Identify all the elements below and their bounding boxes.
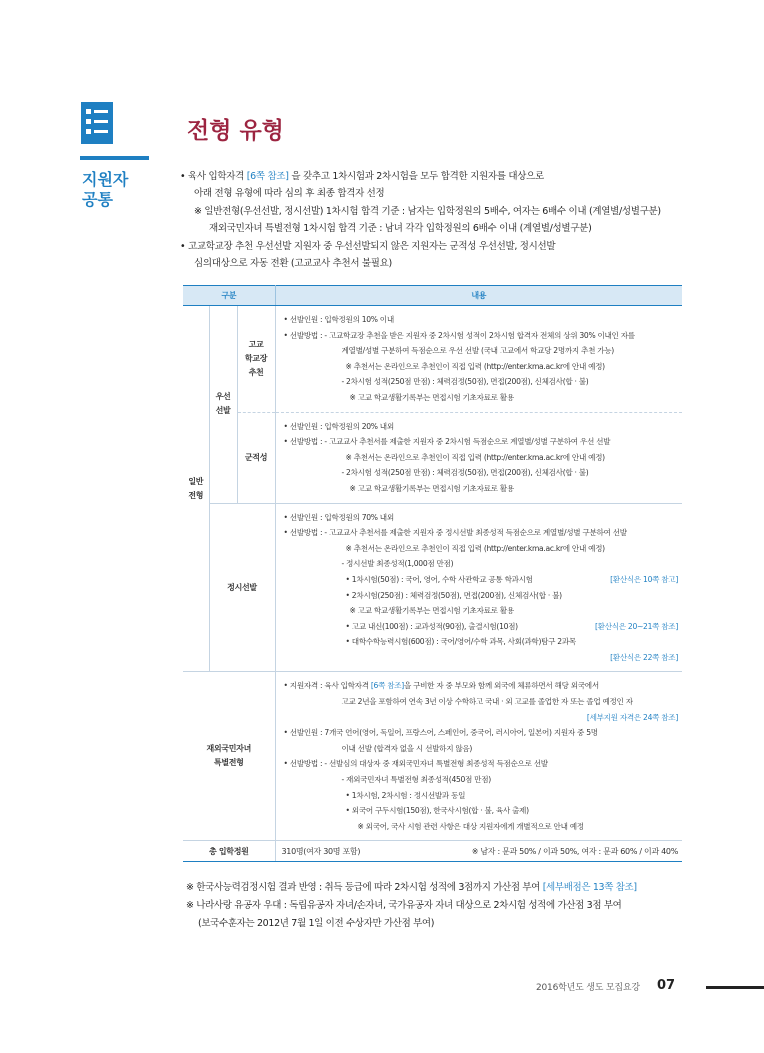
principal-recommend-content: • 선발인원 : 입학정원의 10% 이내 • 선발방법 : - 고교학교장 추천을 받은 지원자 중 2차시험 성적이 2차시험 합격자 전체의 상위 30% 이내인 자를 계열별/성별 구분하여 득점순으로 우선 선발 (국내 고교에서 학교당 2명까지 추천 가능) ※ 추천서는 온라인으로 추천인이 직접 입력 (http://enter.kma.ac.kr에 안내 예정) - 2차시험 성적(250점 만점) : 체력검정(50점), 면접(200점), 신체검사(합 · 불) ※ 고교 학교생활기록부는 면접시험 기초자료로 활용 xyxy=(275,306,682,413)
regular-selection-content: • 선발인원 : 입학정원의 70% 내외 • 선발방법 : - 고교교사 추천서를 제출한 지원자 중 정시선발 최종성적 득점순으로 계열별/성별 구분하여 선발 ※ 추천서는 온라인으로 추천인이 직접 입력 (http://enter.kma.ac.kr에 안내 예정) - 정시선발 최종성적(1,000점 만점) • 1차시험(50점) : 국어, 영어, 수학 사관학교 공통 학과시험 [환산식은 10쪽 참고] • 2차시험(250점) : 체력검정(50점), 면접(200점), 신체검사(합 · 불) ※ 고교 학교생활기록부는 면접시험 기초자료로 활용 • 고교 내신(100점) : 교과성적(90점), 출결시험(10점) [환산식은 20~21쪽 참조] • 대학수학능력시험(600점) : 국어/영어/수학 과목, 사회(과학)탐구 2과목 [환산식은 22쪽 참조] xyxy=(275,503,682,672)
table-row xyxy=(183,503,682,672)
page-number: 07 xyxy=(657,978,676,993)
section-divider xyxy=(80,156,149,160)
total-quota-label: 총 입학정원 xyxy=(183,841,275,862)
page-reference: [6쪽 참조] xyxy=(370,681,404,691)
table-row xyxy=(183,412,682,503)
regular-selection-label: 정시선발 xyxy=(209,503,275,672)
page-reference: [환산식은 22쪽 참조] xyxy=(610,652,678,662)
admission-types-table xyxy=(183,285,682,862)
general-admission-label: 일반 전형 xyxy=(183,306,209,672)
principal-recommend-label: 고교 학교장 추천 xyxy=(237,306,275,413)
side-label: 지원자 공통 xyxy=(82,170,129,209)
table-row xyxy=(183,306,682,413)
aptitude-label: 군적성 xyxy=(237,412,275,503)
page-title: 전형 유형 xyxy=(187,118,284,144)
page-reference: [세부지원 자격은 24쪽 참조] xyxy=(586,712,678,722)
document-checklist-icon xyxy=(80,101,114,145)
footnotes: ※ 한국사능력검정시험 결과 반영 : 취득 등급에 따라 2차시험 성적에 3점까지 가산점 부여 [세부배점은 13쪽 참조] ※ 나라사랑 유공자 우대 : 독립유공자 자녀/손자녀, 국가유공자 자녀 대상으로 2차시험 성적에 가산점 3점 부여 (보국수훈자는 2012년 7월 1일 이전 수상자만 가산점 부여) xyxy=(186,882,637,929)
footer-title: 2016학년도 생도 모집요강 xyxy=(536,983,640,993)
overseas-special-content: • 지원자격 : 육사 입학자격 [6쪽 참조]을 구비한 자 중 부모와 함께 외국에 체류하면서 해당 외국에서 고교 2년을 포함하여 연속 3년 이상 수학하고 국내 · 외 고교를 졸업한 자 또는 졸업 예정인 자 [세부지원 자격은 24쪽 참조] • 선발인원 : 7개국 언어(영어, 독일어, 프랑스어, 스페인어, 중국어, 러시아어, 일본어) 지원자 중 5명 이내 선발 (합격자 없을 시 선발하지 않음) • 선발방법 : - 선발심의 대상자 중 재외국민자녀 특별전형 최종성적 득점순으로 선발 - 재외국민자녀 특별전형 최종성적(450점 만점) • 1차시험, 2차시험 : 정시선발과 동일 • 외국어 구두시험(150점), 한국사시험(합 · 불, 육사 출제) ※ 외국어, 국사 시험 관련 사항은 대상 지원자에게 개별적으로 안내 예정 xyxy=(275,672,682,841)
priority-selection-label: 우선 선발 xyxy=(209,306,237,504)
total-quota-value: 310명(여자 30명 포함) ※ 남자 : 문과 50% / 이과 50%, 여자 : 문과 60% / 이과 40% xyxy=(275,841,682,862)
intro-text: • 육사 입학자격 [6쪽 참조] 을 갖추고 1차시험과 2차시험을 모두 합격한 지원자를 대상으로 아래 전형 유형에 따라 심의 후 최종 합격자 선정 ※ 일반전형(우선선발, 정시선발) 1차시험 합격 기준 : 남자는 입학정원의 5배수, 여자는 6배수 이내 (계열별/성별구분) 재외국민자녀 특별전형 1차시험 합격 기준 : 남녀 각각 입학정원의 6배수 이내 (계열별/성별구분) • 고교학교장 추천 우선선발 지원자 중 우선선발되지 않은 지원자는 군적성 우선선발, 정시선발 심의대상으로 자동 전환 (고교교사 추천서 불필요) xyxy=(180,171,661,270)
footer-bar xyxy=(706,986,764,989)
aptitude-content: • 선발인원 : 입학정원의 20% 내외 • 선발방법 : - 고교교사 추천서를 제출한 지원자 중 2차시험 득점순으로 계열별/성별 구분하여 우선 선발 ※ 추천서는 온라인으로 추천인이 직접 입력 (http://enter.kma.ac.kr에 안내 예정) - 2차시험 성적(250점 만점) : 체력검정(50점), 면접(200점), 신체검사(합 · 불) ※ 고교 학교생활기록부는 면접시험 기초자료로 활용 xyxy=(275,412,682,503)
page-reference: [환산식은 10쪽 참고] xyxy=(610,574,678,584)
overseas-special-label: 재외국민자녀 특별전형 xyxy=(183,672,275,841)
header-content: 내용 xyxy=(275,286,682,306)
page-reference: [6쪽 참조] xyxy=(246,171,289,182)
page-reference: [세부배점은 13쪽 참조] xyxy=(542,882,637,893)
page-reference: [환산식은 20~21쪽 참조] xyxy=(595,621,678,631)
table-row xyxy=(183,672,682,841)
table-row xyxy=(183,841,682,862)
header-category: 구분 xyxy=(183,286,275,306)
